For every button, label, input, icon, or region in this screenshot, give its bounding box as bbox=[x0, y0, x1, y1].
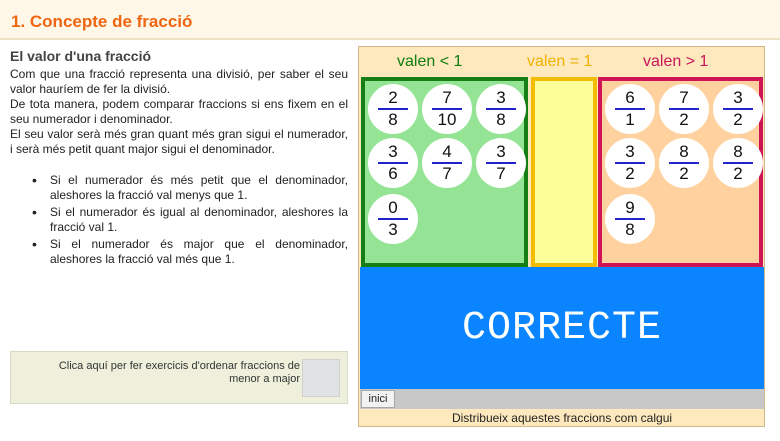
fraction-numerator: 8 bbox=[733, 142, 743, 161]
instruction-text: Distribueix aquestes fraccions com calgui bbox=[451, 411, 673, 425]
fraction-numerator: 2 bbox=[388, 88, 398, 107]
fraction-numerator: 7 bbox=[442, 88, 452, 107]
page-title: 1. Concepte de fracció bbox=[0, 0, 780, 40]
lesson-paragraph: El seu valor serà més gran quant més gran sigui el numerador, i serà més petit quant major sigui el denominador. bbox=[10, 127, 348, 156]
exercise-link[interactable] bbox=[10, 351, 348, 404]
lesson-subtitle: El valor d'una fracció bbox=[10, 48, 152, 64]
fraction-numerator: 7 bbox=[679, 88, 689, 107]
exercise-thumbnail[interactable] bbox=[302, 359, 340, 397]
fraction-numerator: 3 bbox=[388, 142, 398, 161]
fraction-numerator: 8 bbox=[679, 142, 689, 161]
fraction-numerator: 0 bbox=[388, 198, 398, 217]
fraction-numerator: 3 bbox=[496, 142, 506, 161]
rules-list bbox=[10, 173, 348, 267]
fraction-token[interactable] bbox=[422, 84, 472, 134]
fraction-token[interactable] bbox=[476, 138, 526, 188]
fraction-numerator: 9 bbox=[625, 198, 635, 217]
fraction-token[interactable] bbox=[368, 138, 418, 188]
fraction-denominator: 10 bbox=[437, 110, 457, 129]
fraction-denominator: 1 bbox=[625, 110, 635, 129]
lesson-paragraph: De tota manera, podem comparar fraccions si ens fixem en el seu numerador i denominador. bbox=[10, 97, 348, 126]
fraction-numerator: 3 bbox=[496, 88, 506, 107]
result-banner bbox=[360, 267, 764, 389]
fraction-denominator: 7 bbox=[442, 164, 452, 183]
fraction-numerator: 3 bbox=[625, 142, 635, 161]
drop-zone-greater-than-one[interactable] bbox=[598, 77, 763, 267]
status-bar bbox=[360, 389, 764, 409]
fraction-token[interactable] bbox=[422, 138, 472, 188]
fraction-token[interactable] bbox=[368, 194, 418, 244]
fraction-denominator: 8 bbox=[496, 110, 506, 129]
fraction-numerator: 4 bbox=[442, 142, 452, 161]
fraction-token[interactable] bbox=[605, 194, 655, 244]
fraction-token[interactable] bbox=[659, 84, 709, 134]
header-less-than-one: valen < 1 bbox=[397, 53, 463, 70]
fraction-denominator: 2 bbox=[625, 164, 635, 183]
lesson-panel bbox=[10, 48, 348, 269]
fraction-token[interactable] bbox=[605, 84, 655, 134]
rule-item: • Si el numerador és igual al denominador, aleshores la fracció val 1. bbox=[50, 205, 348, 235]
result-text: CORRECTE bbox=[461, 305, 663, 351]
fraction-token[interactable] bbox=[605, 138, 655, 188]
fraction-denominator: 6 bbox=[388, 164, 398, 183]
fraction-token[interactable] bbox=[659, 138, 709, 188]
fraction-token[interactable] bbox=[476, 84, 526, 134]
rule-item: • Si el numerador és més petit que el denominador, aleshores la fracció val menys que 1. bbox=[50, 173, 348, 203]
fraction-denominator: 2 bbox=[733, 164, 743, 183]
fraction-denominator: 2 bbox=[679, 164, 689, 183]
fraction-activity bbox=[358, 46, 765, 427]
fraction-denominator: 8 bbox=[625, 220, 635, 239]
drop-zone-equal-one[interactable] bbox=[531, 77, 597, 267]
fraction-denominator: 3 bbox=[388, 220, 398, 239]
fraction-denominator: 2 bbox=[733, 110, 743, 129]
fraction-denominator: 8 bbox=[388, 110, 398, 129]
lesson-paragraph: Com que una fracció representa una divisió, per saber el seu valor hauríem de fer la divisió. bbox=[10, 67, 348, 96]
fraction-token[interactable] bbox=[713, 84, 763, 134]
exercise-link-label[interactable]: Clica aquí per fer exercicis d'ordenar fraccions de menor a major bbox=[58, 360, 300, 385]
fraction-numerator: 3 bbox=[733, 88, 743, 107]
start-button[interactable]: inici bbox=[361, 390, 395, 408]
drop-zone-less-than-one[interactable] bbox=[361, 77, 528, 267]
header-equal-one: valen = 1 bbox=[527, 53, 593, 70]
rule-item: • Si el numerador és major que el denominador, aleshores la fracció val més que 1. bbox=[50, 237, 348, 267]
fraction-numerator: 6 bbox=[625, 88, 635, 107]
fraction-token[interactable] bbox=[713, 138, 763, 188]
fraction-denominator: 2 bbox=[679, 110, 689, 129]
fraction-denominator: 7 bbox=[496, 164, 506, 183]
header-greater-than-one: valen > 1 bbox=[643, 53, 709, 70]
fraction-token[interactable] bbox=[368, 84, 418, 134]
